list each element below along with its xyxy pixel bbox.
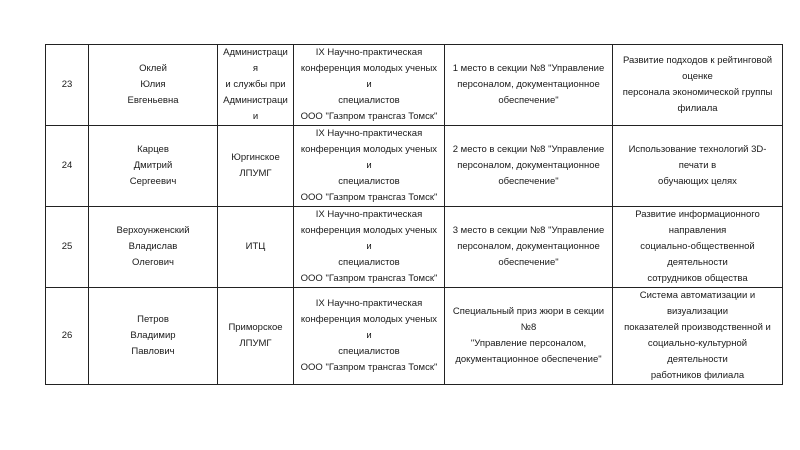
report-topic: Развитие информационного направления социально-общественной деятельности сотрудников общества xyxy=(635,209,760,284)
event-name: IX Научно-практическая конференция молодых ученых и специалистов ООО "Газпром трансгаз Томск" xyxy=(300,298,438,373)
report-topic: Система автоматизации и визуализации показателей производственной и социально-культурной деятельности работников филиала xyxy=(624,290,771,381)
event-cell xyxy=(294,207,445,288)
row-number-cell xyxy=(46,45,89,126)
branch-name: Администрация и службы при Администрации xyxy=(223,47,288,122)
result-cell xyxy=(445,207,613,288)
participant-name-cell xyxy=(89,126,218,207)
event-cell xyxy=(294,45,445,126)
row-number-cell xyxy=(46,126,89,207)
participant-name-cell xyxy=(89,288,218,385)
table-row xyxy=(46,288,783,385)
result-cell xyxy=(445,288,613,385)
result-cell xyxy=(445,45,613,126)
branch-cell xyxy=(218,288,294,385)
row-number: 23 xyxy=(61,79,73,90)
awards-table xyxy=(45,44,783,385)
branch-name: ИТЦ xyxy=(245,241,266,252)
participant-name-cell xyxy=(89,45,218,126)
table-row xyxy=(46,45,783,126)
event-name: IX Научно-практическая конференция молодых ученых и специалистов ООО "Газпром трансгаз Томск" xyxy=(300,128,438,203)
table-row xyxy=(46,126,783,207)
result-cell xyxy=(445,126,613,207)
branch-cell xyxy=(218,207,294,288)
row-number: 24 xyxy=(61,160,73,171)
event-cell xyxy=(294,126,445,207)
award-result: 2 место в секции №8 "Управление персоналом, документационное обеспечение" xyxy=(452,144,605,187)
row-number-cell xyxy=(46,288,89,385)
topic-cell xyxy=(613,126,783,207)
award-result: Специальный приз жюри в секции №8 "Управление персоналом, документационное обеспечение" xyxy=(452,306,605,365)
participant-name: Верхоунженский Владислав Олегович xyxy=(116,225,190,268)
participant-name: Петров Владимир Павлович xyxy=(130,314,176,357)
award-result: 3 место в секции №8 "Управление персоналом, документационное обеспечение" xyxy=(452,225,605,268)
event-name: IX Научно-практическая конференция молодых ученых и специалистов ООО "Газпром трансгаз Томск" xyxy=(300,209,438,284)
branch-cell xyxy=(218,126,294,207)
topic-cell xyxy=(613,288,783,385)
table-row xyxy=(46,207,783,288)
participant-name: Карцев Дмитрий Сергеевич xyxy=(129,144,177,187)
row-number: 26 xyxy=(61,330,73,341)
report-topic: Развитие подходов к рейтинговой оценке персонала экономической группы филиала xyxy=(622,55,773,114)
branch-name: Юргинское ЛПУМГ xyxy=(231,152,280,179)
participant-name: Оклей Юлия Евгеньевна xyxy=(127,63,179,106)
branch-cell xyxy=(218,45,294,126)
row-number-cell xyxy=(46,207,89,288)
row-number: 25 xyxy=(61,241,73,252)
topic-cell xyxy=(613,207,783,288)
branch-name: Приморское ЛПУМГ xyxy=(228,322,283,349)
report-topic: Использование технологий 3D-печати в обучающих целях xyxy=(628,144,767,187)
event-cell xyxy=(294,288,445,385)
participant-name-cell xyxy=(89,207,218,288)
award-result: 1 место в секции №8 "Управление персоналом, документационное обеспечение" xyxy=(452,63,605,106)
topic-cell xyxy=(613,45,783,126)
event-name: IX Научно-практическая конференция молодых ученых и специалистов ООО "Газпром трансгаз Томск" xyxy=(300,47,438,122)
